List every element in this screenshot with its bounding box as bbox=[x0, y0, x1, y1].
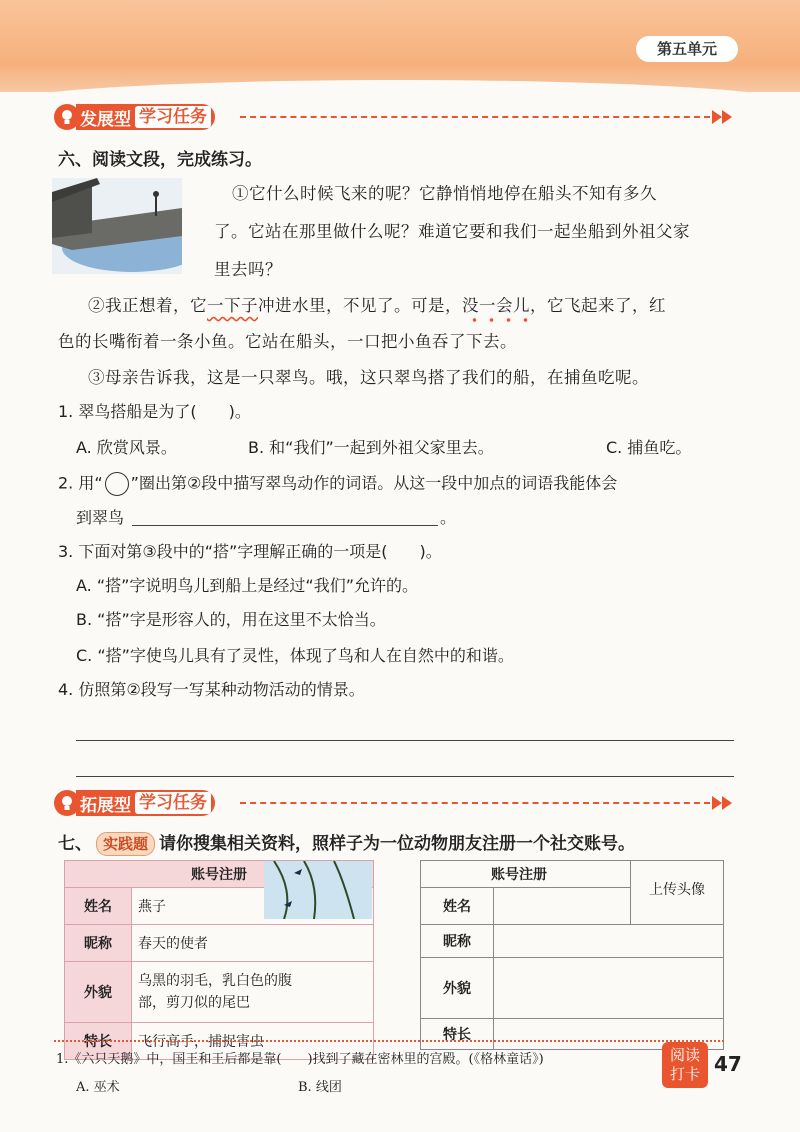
section6-task: 学习任务 bbox=[135, 106, 211, 128]
practice-badge: 实践题 bbox=[96, 832, 155, 856]
arrow-icon bbox=[712, 110, 722, 124]
p2-text-a: ②我正想着，它 bbox=[88, 296, 207, 315]
sample-value: 燕子 bbox=[132, 888, 374, 925]
q4-answer-line-1[interactable] bbox=[76, 740, 734, 741]
section6-header bbox=[54, 102, 215, 132]
p2-wavy-word: 一下子 bbox=[207, 296, 258, 315]
section6-type: 发展型 bbox=[80, 109, 131, 130]
q1-option-a[interactable]: A. 欣赏风景。 bbox=[76, 438, 177, 457]
section7-title bbox=[58, 832, 635, 856]
question-1: 1. 翠鸟搭船是为了( )。 bbox=[58, 402, 251, 421]
page-number: 47 bbox=[714, 1052, 742, 1076]
q2-text-a: 2. 用“ bbox=[58, 473, 103, 493]
passage-p1-line3: 里去吗？ bbox=[214, 260, 282, 279]
p2-dotted-word: 没一会儿 bbox=[462, 296, 530, 315]
section7-label bbox=[76, 790, 215, 816]
reading-checkin-badge bbox=[662, 1042, 708, 1088]
blank-account-table bbox=[420, 860, 724, 1050]
q3-option-b[interactable]: B. “搭”字是形容人的，用在这里不太恰当。 bbox=[76, 610, 386, 629]
section7-divider bbox=[240, 802, 710, 806]
q4-answer-line-2[interactable] bbox=[76, 776, 734, 777]
q3-option-a[interactable]: A. “搭”字说明鸟儿到船上是经过“我们”允许的。 bbox=[76, 576, 418, 595]
badge-line-1: 阅读 bbox=[669, 1046, 700, 1064]
section6-label bbox=[76, 104, 215, 130]
blank-label: 姓名 bbox=[421, 888, 494, 925]
passage-p2-line1 bbox=[88, 296, 666, 316]
sample-label: 外貌 bbox=[65, 962, 132, 1023]
blank-table-header: 账号注册 bbox=[421, 861, 631, 888]
q3-option-c[interactable]: C. “搭”字使鸟儿具有了灵性，体现了鸟和人在自然中的和谐。 bbox=[76, 646, 514, 665]
section6-title: 六、阅读文段，完成练习。 bbox=[58, 150, 262, 170]
arrow-icon bbox=[722, 796, 732, 810]
swallow-illustration bbox=[264, 861, 372, 919]
sample-value: 飞行高手，捕捉害虫 bbox=[132, 1023, 374, 1060]
badge-line-2: 打卡 bbox=[669, 1065, 700, 1083]
blank-label: 外貌 bbox=[421, 958, 494, 1019]
sample-value: 春天的使者 bbox=[132, 925, 374, 962]
passage-p1-line1: ①它什么时候飞来的呢？它静悄悄地停在船头不知有多久 bbox=[232, 184, 657, 203]
p2-text-c: ，它飞起来了，红 bbox=[530, 296, 666, 315]
circle-icon bbox=[105, 472, 129, 496]
footer-option-a[interactable]: A. 巫术 bbox=[76, 1080, 120, 1095]
section7-num: 七、 bbox=[58, 834, 92, 854]
q2-end: 。 bbox=[440, 508, 457, 527]
sample-table-header: 账号注册 bbox=[65, 861, 374, 888]
sample-label: 昵称 bbox=[65, 925, 132, 962]
sample-label: 特长 bbox=[65, 1023, 132, 1060]
p2-text-b: 冲进水里，不见了。可是， bbox=[258, 296, 462, 315]
footer-divider bbox=[54, 1040, 724, 1042]
sample-value: 乌黑的羽毛，乳白色的腹部，剪刀似的尾巴 bbox=[132, 962, 374, 1023]
passage-p2-line2: 色的长嘴衔着一条小鱼。它站在船头，一口把小鱼吞了下去。 bbox=[58, 332, 517, 351]
blank-field-appearance[interactable] bbox=[494, 958, 724, 1019]
footer-question: 1.《六只天鹅》中，国王和王后都是靠( )找到了藏在密林里的宫殿。(《格林童话》) bbox=[56, 1052, 544, 1067]
question-3: 3. 下面对第③段中的“搭”字理解正确的一项是( )。 bbox=[58, 542, 442, 561]
section7-header bbox=[54, 788, 215, 818]
sample-label: 姓名 bbox=[65, 888, 132, 925]
arrow-icon bbox=[712, 796, 722, 810]
q1-option-b[interactable]: B. 和“我们”一起到外祖父家里去。 bbox=[248, 438, 494, 457]
q2-line2: 到翠鸟 bbox=[76, 508, 125, 527]
passage-p3: ③母亲告诉我，这是一只翠鸟。哦，这只翠鸟搭了我们的船，在捕鱼吃呢。 bbox=[88, 368, 649, 387]
blank-field-name[interactable] bbox=[494, 888, 631, 925]
passage-p1-line2: 了。它站在那里做什么呢？难道它要和我们一起坐船到外祖父家 bbox=[214, 222, 690, 241]
q1-option-c[interactable]: C. 捕鱼吃。 bbox=[606, 438, 692, 457]
question-2 bbox=[58, 472, 617, 496]
q2-answer-line[interactable] bbox=[132, 525, 438, 526]
section7-text: 请你搜集相关资料，照样子为一位动物朋友注册一个社交账号。 bbox=[159, 834, 636, 854]
question-4: 4. 仿照第②段写一写某种动物活动的情景。 bbox=[58, 680, 365, 699]
upload-avatar-box[interactable]: 上传头像 bbox=[631, 861, 724, 925]
boat-illustration bbox=[52, 178, 182, 274]
section7-type: 拓展型 bbox=[80, 795, 131, 816]
section7-task: 学习任务 bbox=[135, 792, 211, 814]
unit-tag: 第五单元 bbox=[636, 36, 738, 62]
section6-divider bbox=[240, 116, 710, 120]
blank-field-nickname[interactable] bbox=[494, 925, 724, 958]
arrow-icon bbox=[722, 110, 732, 124]
q2-text-b: ”圈出第②段中描写翠鸟动作的词语。从这一段中加点的词语我能体会 bbox=[130, 473, 618, 493]
blank-label: 特长 bbox=[421, 1019, 494, 1050]
footer-option-b[interactable]: B. 线团 bbox=[298, 1080, 342, 1095]
blank-label: 昵称 bbox=[421, 925, 494, 958]
